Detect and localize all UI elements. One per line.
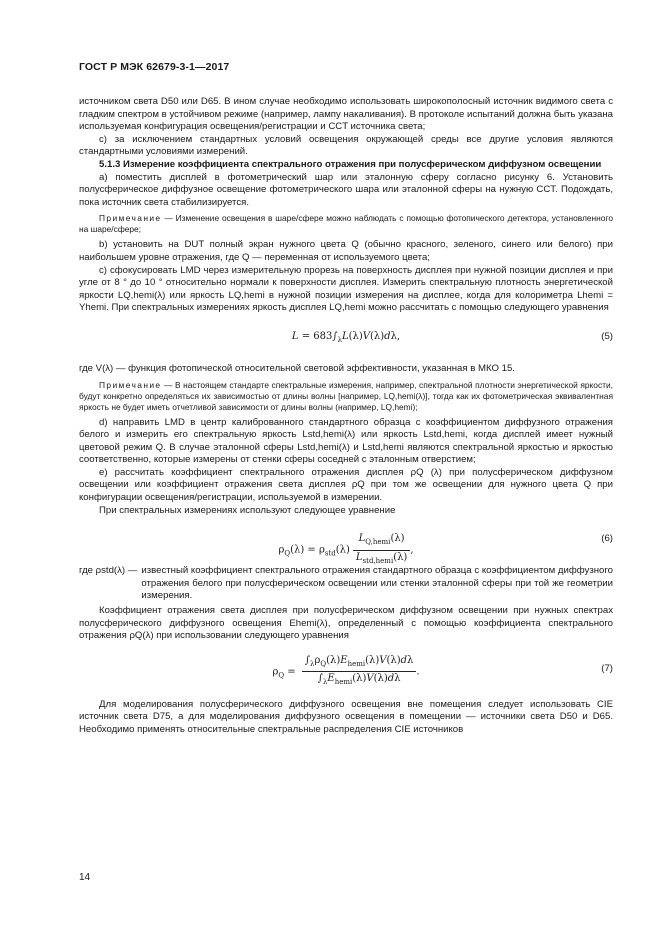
note-label: Примечание (99, 213, 162, 224)
paragraph: c) сфокусировать LMD через измерительную прорезь на поверхность дисплея при нужной позиции дисплея и при угле от 8 ° до 10 ° относительно нормали к поверхности дисплея. Измерить спектральную плотность энергетической яркости LQ,hemi(λ) или яркость LQ,hemi в нужной позиции измерения на дисплее, когда для колориметра Lhemi = Yhemi. При спектральных измерениях яркость дисплея LQ,hemi можно рассчитать с помощью следующего уравнения (79, 264, 613, 314)
paragraph: e) рассчитать коэффициент спектрального отражения дисплея ρQ (λ) при полусферическом диффузном освещении или коэффициент отражения света дисплея ρQ при том же освещении для нужного цвета Q при конфигурации освещения/регистрации, используемой в измерении. (79, 466, 613, 504)
equation-6 (79, 521, 613, 565)
paragraph: Коэффициент отражения света дисплея при полусферическом диффузном освещении при нужных спектрах полусферического диффузного освещения Ehemi(λ), определенный с помощью коэффициента спектрального отражения ρQ(λ) при использовании следующего уравнения (79, 605, 613, 642)
equation-number: (5) (601, 330, 613, 342)
note (79, 380, 613, 413)
document-body (79, 96, 613, 737)
equation-number: (7) (601, 662, 613, 674)
paragraph: Для моделирования полусферического диффузного освещения вне помещения следует использовать CIE источник света D75, а для моделирования диффузного освещения в помещении — источники света D50 и D65. Необходимо применять относительные спектральные распределения CIE источников (79, 698, 613, 735)
page-number: 14 (79, 872, 91, 883)
section-heading: 5.1.3 Измерение коэффициента спектрального отражения при полусферическом диффузном освещении (99, 158, 602, 170)
equation-number: (6) (601, 533, 613, 545)
where-clause (79, 565, 613, 603)
paragraph: c) за исключением стандартных условий освещения окружающей среды все другие условия являются стандартными условиями измерений. (79, 133, 613, 158)
equation-5 (79, 319, 613, 359)
note-label: Примечание (99, 379, 162, 390)
note (79, 213, 613, 235)
paragraph: a) поместить дисплей в фотометрический шар или эталонную сферу согласно рисунку 6. Установить полусферическое диффузное освещение фотометрического шара или эталонной сферы на нужную CCT. Подождать, пока источник света стабилизируется. (79, 171, 613, 208)
document-header: ГОСТ Р МЭК 62679-3-1—2017 (79, 61, 230, 73)
paragraph: d) направить LMD в центр калиброванного стандартного образца с коэффициентом диффузного отражения белого и измерить его спектральную яркость Lstd,hemi(λ) или яркость Lstd,hemi, когда дисплей имеет нужный цветовой режим Q. В случае эталонной сферы Lstd,hemi(λ) и Lstd,hemi являются спектральной яркостью и яркостью соответственно, которые измерены от стенки сферы соседней с эталонным отверстием; (79, 416, 613, 466)
note-text: — В настоящем стандарте спектральные измерения, например, спектральной плотности энергетической яркости, будут конкретно определяться их зависимостью от длины волны [например, LQ,hemi(λ)], тогда как их фотометрическая эквивалентная яркость не будет иметь отчетливой зависимости от длины волны (например, LQ,hemi); (79, 379, 613, 412)
equation-7 (79, 647, 613, 695)
paragraph: b) установить на DUT полный экран нужного цвета Q (обычно красного, зеленого, синего или белого) при наибольшем уровне отражения, где Q — переменная от используемого цвета; (79, 239, 613, 263)
note-text: — Изменение освещения в шаре/сфере можно наблюдать с помощью фотопического детектора, установленного на шаре/сфере; (79, 213, 613, 235)
where-symbol: где ρstd(λ) — (79, 565, 138, 577)
where-definition: известный коэффициент спектрального отражения стандартного образца с коэффициентом диффузного отражения белого при полусферическом освещении или стенки эталонной сферы при той же геометрии измерения. (141, 565, 613, 602)
paragraph: При спектральных измерениях используют следующее уравнение (99, 504, 396, 516)
equation-5-expression: $L = 683\int_\lambda L(\lambda)V(\lambda)d\lambda$, (291, 330, 401, 344)
equation-7-expression: $\rho_Q$ = $\frac{\int_\lambda\rho_Q(\lambda)E_{hemi}(\lambda)V(\lambda)d\lambda}{\int_\lambda E_{hemi}(\lambda)V(\lambda)d\lambda}$ . (272, 654, 420, 687)
equation-6-expression: $\rho_Q(\lambda) = \rho_{std}(\lambda)$ $\frac{L_{Q,hemi}(\lambda)}{L_{std,hemi}(\lambda)}$ , (278, 533, 414, 565)
paragraph: где V(λ) — функция фотопической относительной световой эффективности, указанная в МКО 15. (79, 362, 515, 374)
paragraph: источником света D50 или D65. В ином случае необходимо использовать широкополосный источник видимого света с гладким спектром в устойчивом режиме (например, лампу накаливания). В протоколе испытаний должна быть указана используемая конфигурация освещения/регистрации и CCT источника света; (79, 96, 613, 133)
